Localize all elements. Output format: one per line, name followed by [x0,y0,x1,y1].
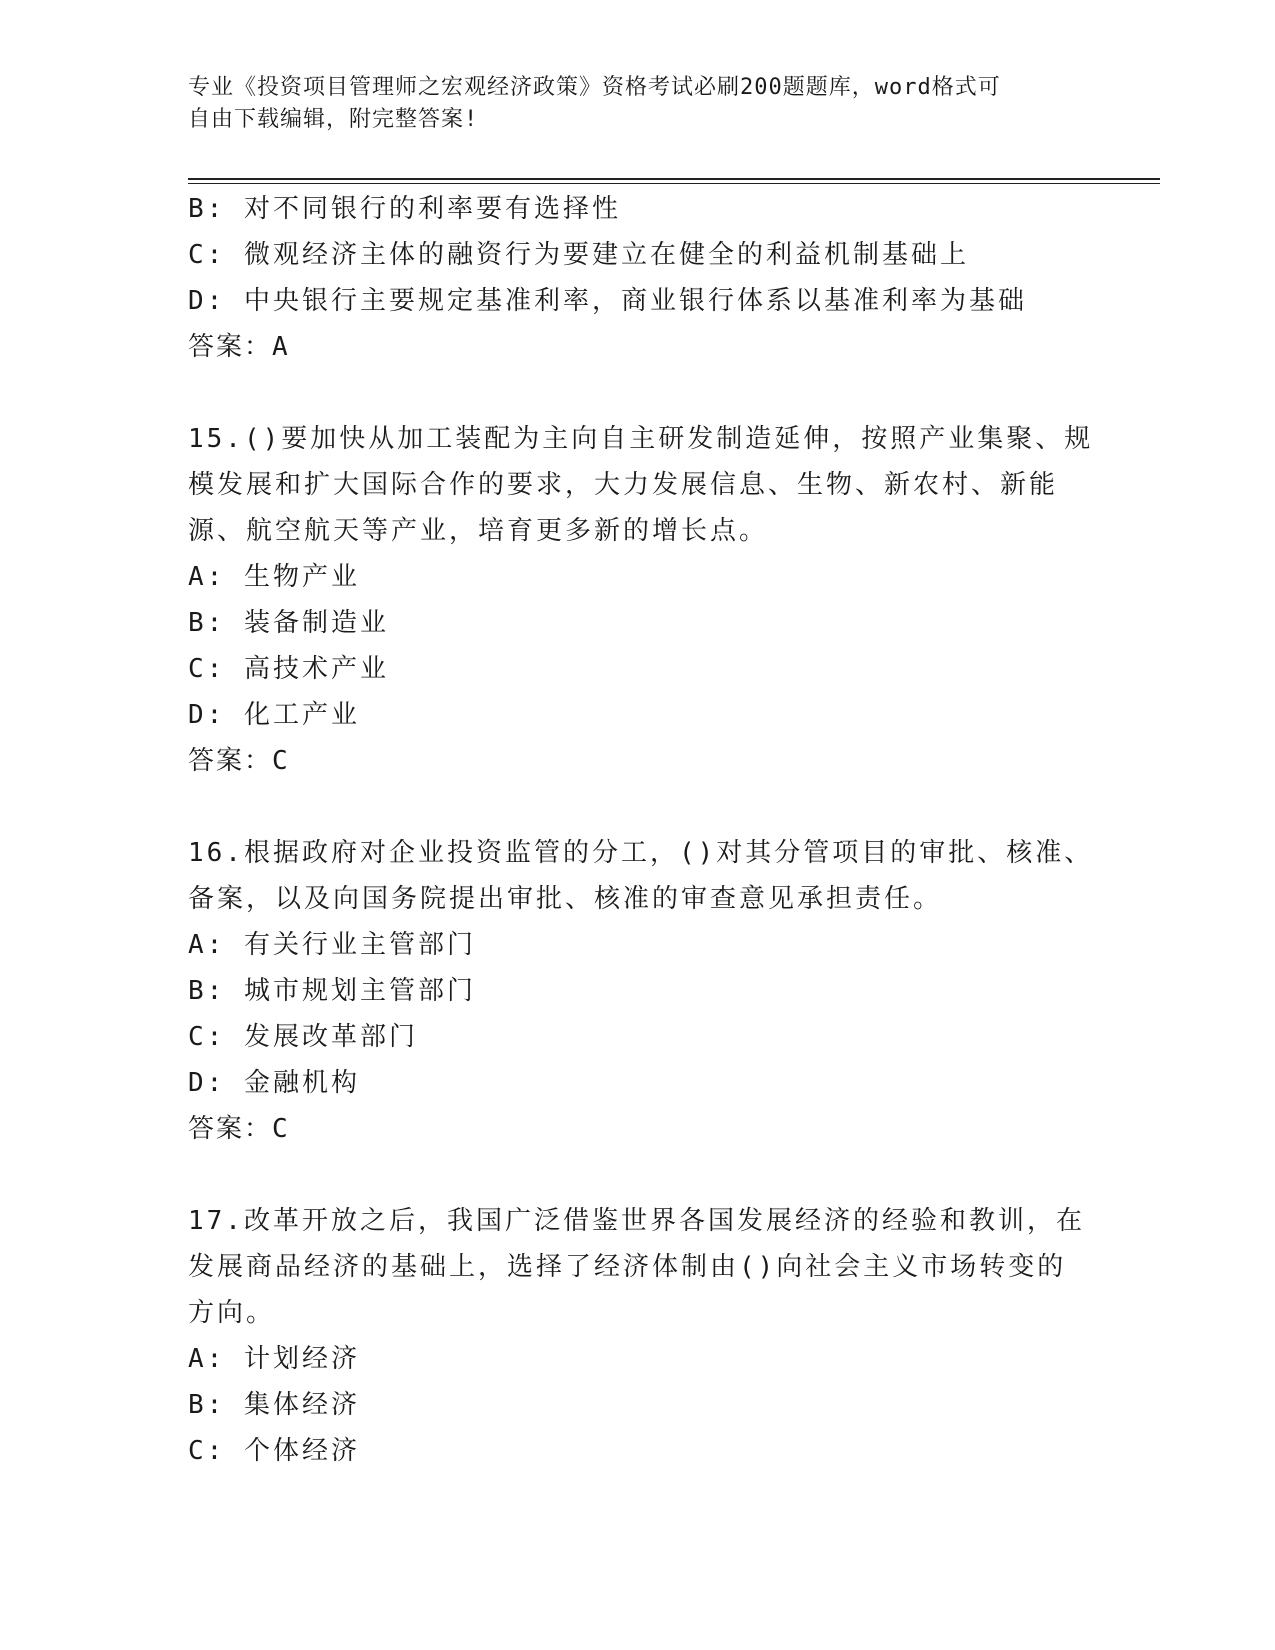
option-d: D: 中央银行主要规定基准利率，商业银行体系以基准利率为基础 [188,286,1027,316]
answer: 答案：A [188,332,290,362]
stem-line: 15.()要加快从加工装配为主向自主研发制造延伸，按照产业集聚、规 [188,424,1094,454]
stem-line: 16.根据政府对企业投资监管的分工，()对其分管项目的审批、核准、 [188,838,1094,868]
option-d: D: 化工产业 [188,700,360,730]
option-c: C: 高技术产业 [188,654,389,684]
answer: 答案：C [188,746,290,776]
document-body [188,186,1094,1474]
question-15 [188,416,1094,784]
header-line-1: 专业《投资项目管理师之宏观经济政策》资格考试必刷200题题库，word格式可 [188,75,1001,100]
stem-line: 模发展和扩大国际合作的要求，大力发展信息、生物、新农村、新能 [188,470,1059,500]
option-a: A: 计划经济 [188,1344,360,1374]
option-a: A: 有关行业主管部门 [188,930,476,960]
option-b: B: 对不同银行的利率要有选择性 [188,194,621,224]
option-a: A: 生物产业 [188,562,360,592]
header-line-2: 自由下载编辑，附完整答案! [188,107,479,132]
stem-line: 方向。 [188,1298,276,1328]
question-16 [188,830,1094,1152]
question-stem [188,1198,1088,1336]
option-c: C: 微观经济主体的融资行为要建立在健全的利益机制基础上 [188,240,969,270]
continued-question [188,186,1088,370]
question-stem [188,830,1094,922]
header-divider-thin [188,183,1160,184]
option-b: B: 装备制造业 [188,608,389,638]
option-b: B: 集体经济 [188,1390,360,1420]
header-divider [188,178,1160,180]
question-17 [188,1198,1088,1474]
option-d: D: 金融机构 [188,1068,360,1098]
option-c: C: 发展改革部门 [188,1022,418,1052]
stem-line: 发展商品经济的基础上，选择了经济体制由()向社会主义市场转变的 [188,1252,1067,1282]
stem-line: 备案，以及向国务院提出审批、核准的审查意见承担责任。 [188,884,943,914]
stem-line: 源、航空航天等产业，培育更多新的增长点。 [188,516,769,546]
option-c: C: 个体经济 [188,1436,360,1466]
page-header [188,72,1088,136]
answer: 答案：C [188,1114,290,1144]
stem-line: 17.改革开放之后，我国广泛借鉴世界各国发展经济的经验和教训，在 [188,1206,1085,1236]
question-stem [188,416,1094,554]
option-b: B: 城市规划主管部门 [188,976,476,1006]
